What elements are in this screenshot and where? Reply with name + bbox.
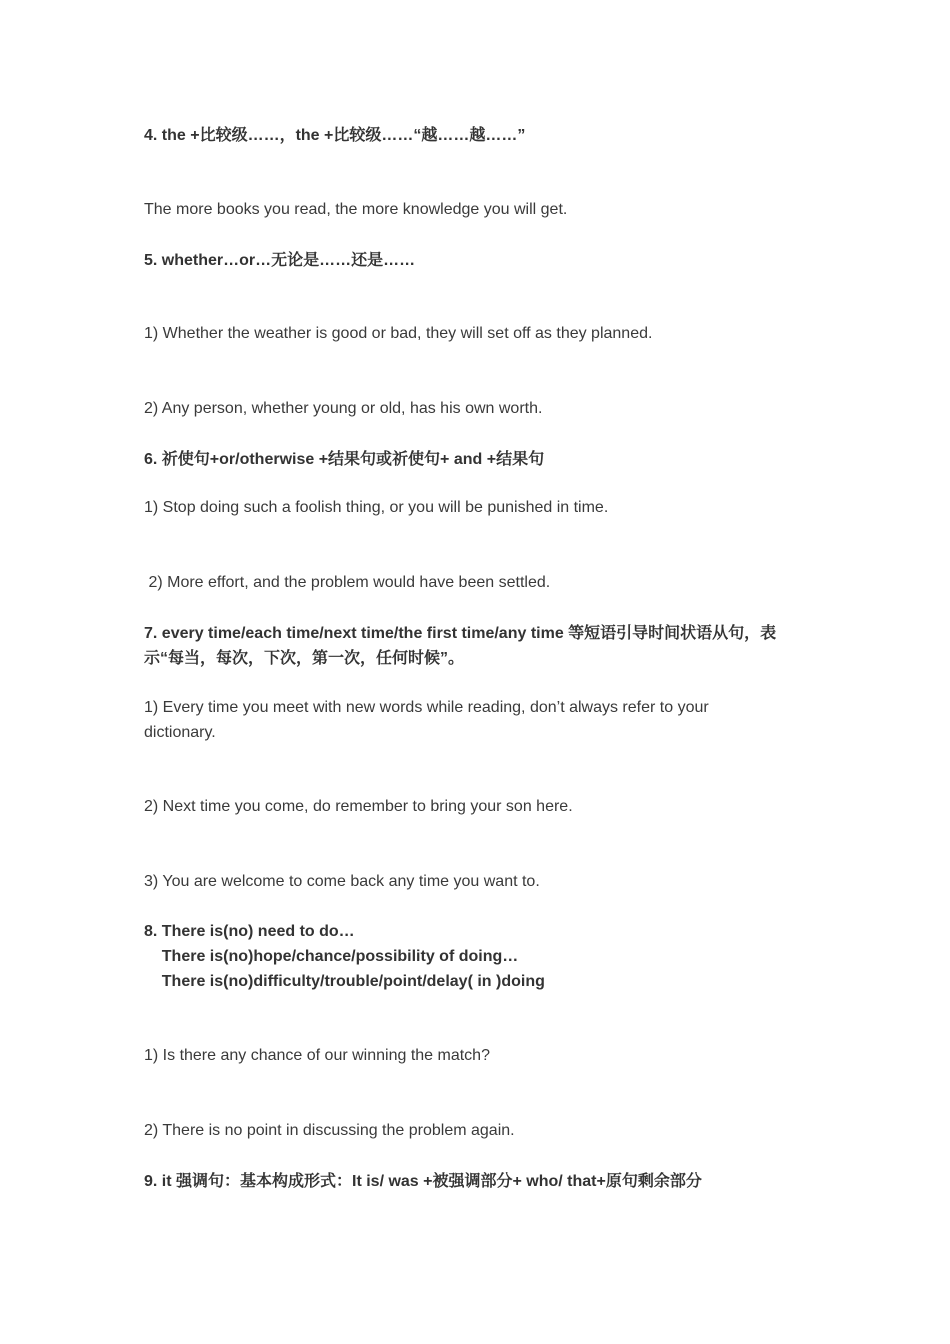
section-6-example-1: 1) Stop doing such a foolish thing, or you will be punished in time. [144,499,609,516]
section-9-heading: 9. it 强调句：基本构成形式：It is/ was +被强调部分+ who/ that+原句剩余部分 [144,1173,702,1190]
section-7-heading-line-2: 示“每当，每次，下次，第一次，任何时候”。 [144,650,465,667]
section-7-example-2: 2) Next time you come, do remember to bring your son here. [144,798,573,815]
section-8-example-1: 1) Is there any chance of our winning the match? [144,1047,490,1064]
section-4-example-1: The more books you read, the more knowledge you will get. [144,201,568,218]
section-8-heading-line-2: There is(no)hope/chance/possibility of doing… [144,948,519,965]
section-7-example-3: 3) You are welcome to come back any time you want to. [144,873,540,890]
section-7-heading-line-1: 7. every time/each time/next time/the first time/any time 等短语引导时间状语从句，表 [144,625,777,642]
section-7-example-1-line-1: 1) Every time you meet with new words while reading, don’t always refer to your [144,699,709,716]
section-6-example-2: 2) More effort, and the problem would have been settled. [144,574,551,591]
section-7-example-1-line-2: dictionary. [144,724,216,741]
section-6-heading: 6. 祈使句+or/otherwise +结果句或祈使句+ and +结果句 [144,451,545,468]
section-8-heading-line-1: 8. There is(no) need to do… [144,923,355,940]
section-5-example-1: 1) Whether the weather is good or bad, they will set off as they planned. [144,325,653,342]
section-4-heading: 4. the +比较级……，the +比较级……“越……越……” [144,127,526,144]
section-8-heading-line-3: There is(no)difficulty/trouble/point/delay( in )doing [144,973,545,990]
section-5-heading: 5. whether…or…无论是……还是…… [144,252,416,269]
section-8-example-2: 2) There is no point in discussing the problem again. [144,1122,515,1139]
section-5-example-2: 2) Any person, whether young or old, has his own worth. [144,400,543,417]
